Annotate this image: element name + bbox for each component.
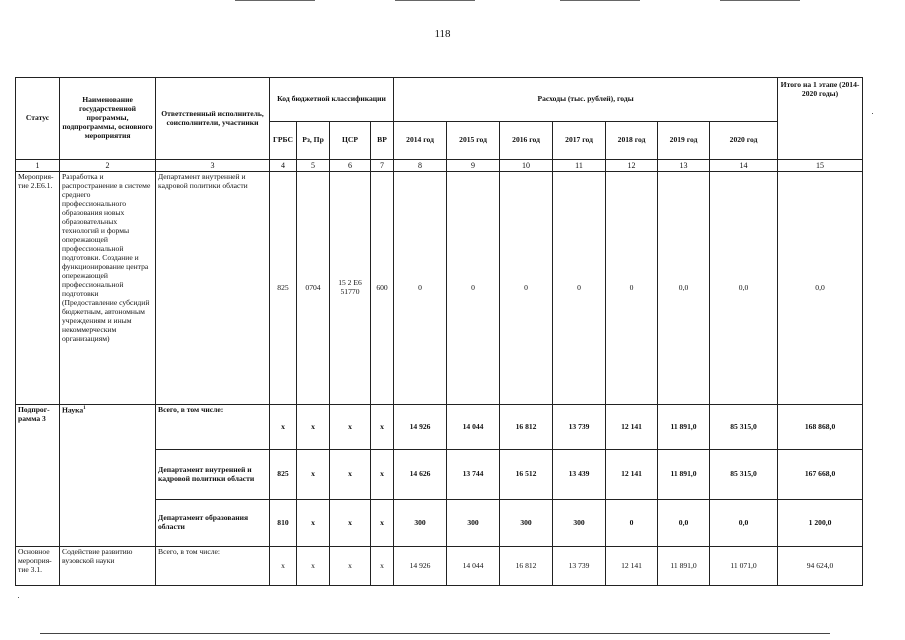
row-responsible: Всего, в том числе:: [156, 547, 270, 586]
column-number: 13: [658, 160, 710, 172]
cell-total: 168 868,0: [778, 405, 863, 450]
column-number: 7: [371, 160, 394, 172]
column-number: 10: [500, 160, 553, 172]
header-name: Наименование государственной программы, подпрограммы, основного мероприятия: [60, 78, 156, 160]
cell-total: 0,0: [778, 172, 863, 405]
cell-csr: х: [330, 547, 371, 586]
cell-total: 1 200,0: [778, 500, 863, 547]
cell-2016: 16 812: [500, 547, 553, 586]
cell-2017: 13 739: [553, 405, 606, 450]
cell-grbs: 810: [270, 500, 297, 547]
header-responsible: Ответственный исполнитель, соисполнители, участники: [156, 78, 270, 160]
cell-vr: х: [371, 450, 394, 500]
cell-vr: 600: [371, 172, 394, 405]
row-status: Основное мероприя-тие 3.1.: [16, 547, 60, 586]
bottom-edge-line: [40, 633, 830, 634]
column-number: 9: [447, 160, 500, 172]
cell-csr: 15 2 Е6 51770: [330, 172, 371, 405]
column-number: 15: [778, 160, 863, 172]
budget-table: [15, 77, 863, 586]
cell-rzpr: х: [297, 405, 330, 450]
column-number: 2: [60, 160, 156, 172]
column-number: 5: [297, 160, 330, 172]
header-budget-code: Код бюджетной классификации: [270, 78, 394, 122]
header-2019: 2019 год: [658, 122, 710, 160]
cell-total: 167 668,0: [778, 450, 863, 500]
header-rzpr: Рз, Пр: [297, 122, 330, 160]
cell-2014: 14 926: [394, 547, 447, 586]
column-number: 8: [394, 160, 447, 172]
row-name: [60, 405, 156, 547]
column-number: 14: [710, 160, 778, 172]
cell-2020: 0,0: [710, 500, 778, 547]
footnote-marker: 1: [83, 406, 86, 412]
cell-2014: 300: [394, 500, 447, 547]
header-status: Статус: [16, 78, 60, 160]
cell-2018: 0: [606, 172, 658, 405]
cell-2019: 11 891,0: [658, 450, 710, 500]
cell-2014: 0: [394, 172, 447, 405]
cell-2018: 12 141: [606, 547, 658, 586]
header-2016: 2016 год: [500, 122, 553, 160]
cell-csr: х: [330, 450, 371, 500]
cell-grbs: 825: [270, 450, 297, 500]
cell-grbs: х: [270, 405, 297, 450]
header-2018: 2018 год: [606, 122, 658, 160]
cell-rzpr: х: [297, 450, 330, 500]
cell-2019: 11 891,0: [658, 405, 710, 450]
cell-2020: 85 315,0: [710, 405, 778, 450]
table-row: [16, 547, 863, 586]
cell-rzpr: 0704: [297, 172, 330, 405]
cell-2017: 0: [553, 172, 606, 405]
column-number: 6: [330, 160, 371, 172]
scan-speck: [18, 597, 19, 598]
row-responsible: Департамент образования области: [156, 500, 270, 547]
top-edge-line: [235, 0, 315, 1]
row-responsible: Всего, в том числе:: [156, 405, 270, 450]
cell-2017: 300: [553, 500, 606, 547]
row-name: Содействие развитию вузовской науки: [60, 547, 156, 586]
cell-rzpr: х: [297, 500, 330, 547]
header-2015: 2015 год: [447, 122, 500, 160]
cell-2019: 11 891,0: [658, 547, 710, 586]
cell-2015: 13 744: [447, 450, 500, 500]
cell-2014: 14 626: [394, 450, 447, 500]
cell-2018: 12 141: [606, 450, 658, 500]
table-row: [16, 405, 863, 450]
row-name-text: Наука: [62, 405, 84, 415]
cell-2020: 11 071,0: [710, 547, 778, 586]
cell-2017: 13 739: [553, 547, 606, 586]
page-number: 118: [434, 28, 451, 40]
column-number: 1: [16, 160, 60, 172]
row-responsible: Департамент внутренней и кадровой политики области: [156, 172, 270, 405]
cell-2017: 13 439: [553, 450, 606, 500]
top-edge-line: [560, 0, 640, 1]
cell-2015: 300: [447, 500, 500, 547]
cell-vr: х: [371, 405, 394, 450]
cell-grbs: х: [270, 547, 297, 586]
column-number-row: [16, 160, 863, 172]
cell-2018: 12 141: [606, 405, 658, 450]
cell-2015: 0: [447, 172, 500, 405]
cell-vr: х: [371, 547, 394, 586]
top-edge-line: [720, 0, 800, 1]
header-2017: 2017 год: [553, 122, 606, 160]
cell-2014: 14 926: [394, 405, 447, 450]
header-2020: 2020 год: [710, 122, 778, 160]
scan-speck: [872, 113, 873, 114]
cell-2019: 0,0: [658, 500, 710, 547]
header-total: Итого на 1 этапе (2014-2020 годы): [778, 78, 863, 160]
cell-csr: х: [330, 405, 371, 450]
cell-total: 94 624,0: [778, 547, 863, 586]
row-status: Подпрог-рамма 3: [16, 405, 60, 547]
row-name: Разработка и распространение в системе среднего профессионального образования новых образовательных технологий и формы опережающей профессиональной подготовки. Создание и функционирование центра опережающей профессиональной подготовки (Предоставление субсидий бюджетным, автономным учреждениям и иным некоммерческим организациям): [60, 172, 156, 405]
cell-rzpr: х: [297, 547, 330, 586]
table-row: [16, 172, 863, 405]
cell-grbs: 825: [270, 172, 297, 405]
top-edge-line: [395, 0, 475, 1]
column-number: 12: [606, 160, 658, 172]
column-number: 3: [156, 160, 270, 172]
cell-2016: 0: [500, 172, 553, 405]
row-responsible: Департамент внутренней и кадровой политики области: [156, 450, 270, 500]
header-2014: 2014 год: [394, 122, 447, 160]
cell-2015: 14 044: [447, 405, 500, 450]
column-number: 4: [270, 160, 297, 172]
header-grbs: ГРБС: [270, 122, 297, 160]
header-row: [16, 78, 863, 122]
cell-vr: х: [371, 500, 394, 547]
cell-2018: 0: [606, 500, 658, 547]
cell-2016: 16 812: [500, 405, 553, 450]
cell-csr: х: [330, 500, 371, 547]
header-csr: ЦСР: [330, 122, 371, 160]
cell-2019: 0,0: [658, 172, 710, 405]
header-expenses: Расходы (тыс. рублей), годы: [394, 78, 778, 122]
cell-2016: 300: [500, 500, 553, 547]
cell-2015: 14 044: [447, 547, 500, 586]
cell-2020: 85 315,0: [710, 450, 778, 500]
cell-2020: 0,0: [710, 172, 778, 405]
header-vr: ВР: [371, 122, 394, 160]
column-number: 11: [553, 160, 606, 172]
row-status: Мероприя-тие 2.Е6.1.: [16, 172, 60, 405]
cell-2016: 16 512: [500, 450, 553, 500]
